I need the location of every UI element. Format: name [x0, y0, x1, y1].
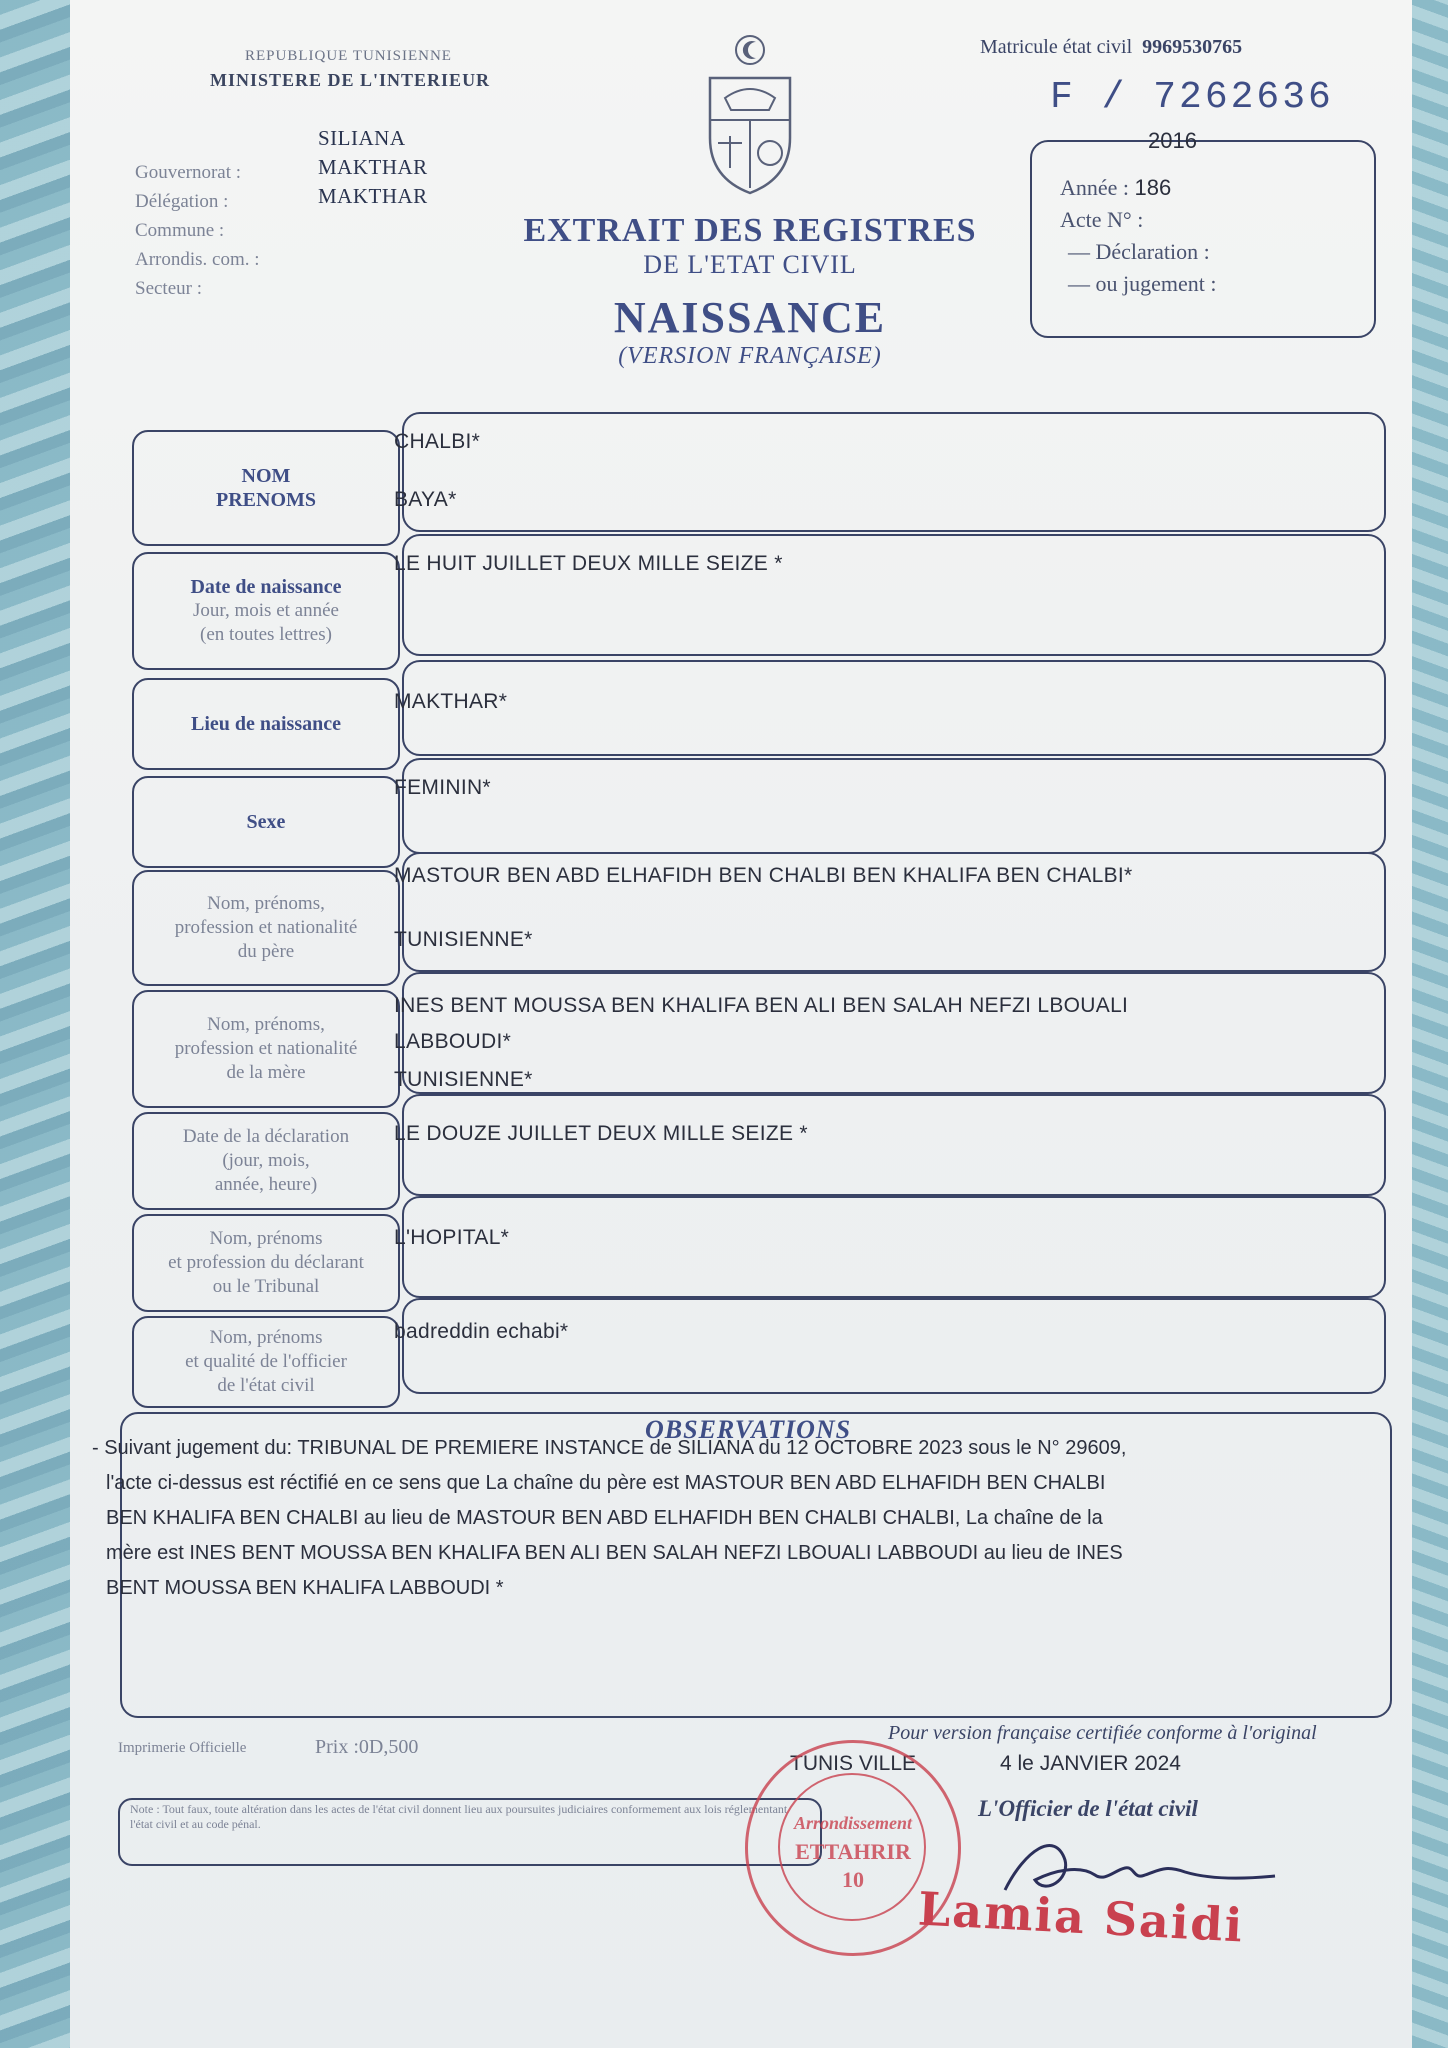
officer-label: L'Officier de l'état civil [978, 1796, 1198, 1821]
place-label: TUNIS VILLE [790, 1752, 917, 1775]
decorative-right-border [1412, 0, 1448, 2048]
field-label: Date de la déclaration [182, 1126, 350, 1147]
field-value-box [402, 972, 1386, 1094]
certified-label: Pour version française certifiée conforme à l'original [888, 1722, 1317, 1744]
field-label-box [132, 430, 400, 546]
field-label: Nom, prénoms [209, 1228, 323, 1249]
field-value: L'HOPITAL* [394, 1226, 510, 1249]
stamp-line: ETTAHRIR [795, 1839, 911, 1864]
observations-title: OBSERVATIONS [645, 1415, 852, 1444]
field-label: de l'état civil [217, 1375, 315, 1396]
coat-of-arms-icon [690, 28, 810, 203]
field-value: LE HUIT JUILLET DEUX MILLE SEIZE * [394, 552, 783, 575]
form-number: F / 7262636 [1050, 76, 1334, 119]
field-label: année, heure) [214, 1174, 318, 1195]
field-label-box [132, 678, 400, 770]
field-value: LE DOUZE JUILLET DEUX MILLE SEIZE * [394, 1122, 808, 1145]
field-label: (en toutes lettres) [200, 624, 332, 645]
field-value: INES BENT MOUSSA BEN KHALIFA BEN ALI BEN SALAH NEFZI LBOUALI [394, 994, 1129, 1017]
field-label-box [132, 1316, 400, 1408]
signature-name-stamp: Lamia Saidi [916, 1881, 1246, 1953]
field-label: et profession du déclarant [168, 1252, 364, 1273]
date-label: 4 le JANVIER 2024 [1000, 1752, 1181, 1775]
field-value-box [402, 1196, 1386, 1298]
observation-line: BENT MOUSSA BEN KHALIFA LABBOUDI * [106, 1577, 504, 1599]
ministry-label: MINISTERE DE L'INTERIEUR [210, 70, 491, 90]
field-label: de la mère [226, 1062, 306, 1083]
stamp-line: 10 [842, 1867, 864, 1892]
acte-labels: Année : 186 Acte N° : — Déclaration : — ou jugement : [1060, 175, 1217, 296]
matricule: Matricule état civil 9969530765 [980, 36, 1243, 58]
field-label-box [132, 870, 400, 986]
field-label: (jour, mois, [222, 1150, 310, 1171]
field-value-box [402, 660, 1386, 756]
field-label-box [132, 776, 400, 868]
field-label-box [132, 1214, 400, 1312]
observation-line: mère est INES BENT MOUSSA BEN KHALIFA BEN ALI BEN SALAH NEFZI LBOUALI LABBOUDI au lieu de INES [106, 1542, 1123, 1564]
field-label: profession et nationalité [174, 1038, 358, 1059]
field-label: Jour, mois et année [193, 600, 339, 621]
field-label: Nom, prénoms, [207, 893, 325, 914]
field-label: NOM [241, 465, 291, 487]
field-value-box [402, 1298, 1386, 1394]
republic-label: REPUBLIQUE TUNISIENNE [245, 48, 452, 64]
field-label-box [132, 1112, 400, 1210]
note-text: Note : Tout faux, toute altération dans les actes de l'état civil donnent lieu aux poursuites judiciaires conformement aux lois réglementant l'état civil et au code pénal. [130, 1802, 788, 1831]
field-value: FEMININ* [394, 776, 491, 799]
price-label: Prix :0D,500 [315, 1736, 419, 1758]
document-title: EXTRAIT DES REGISTRES DE L'ETAT CIVIL NAISSANCE (VERSION FRANÇAISE) [523, 212, 977, 369]
field-value: MAKTHAR* [394, 690, 508, 713]
stamp-line: Arrondissement [793, 1813, 913, 1833]
observation-line: - Suivant jugement du: TRIBUNAL DE PREMIERE INSTANCE de SILIANA du 12 OCTOBRE 2023 sous le N° 29609, [92, 1437, 1127, 1459]
location-labels: Gouvernorat : Délégation : Commune : Arrondis. com. : Secteur : [135, 162, 260, 299]
field-label: Nom, prénoms, [207, 1014, 325, 1035]
field-value: badreddin echabi* [394, 1320, 569, 1343]
field-label: profession et nationalité [174, 917, 358, 938]
observation-line: BEN KHALIFA BEN CHALBI au lieu de MASTOUR BEN ABD ELHAFIDH BEN CHALBI CHALBI, La chaîne de la [106, 1507, 1103, 1529]
annee-value: 2016 [1148, 128, 1197, 153]
field-value: TUNISIENNE* [394, 928, 533, 951]
field-value: CHALBI* [394, 430, 481, 453]
field-label: Nom, prénoms [209, 1327, 323, 1348]
field-value: TUNISIENNE* [394, 1068, 533, 1091]
field-value-box [402, 758, 1386, 854]
field-label: du père [237, 941, 295, 962]
field-value-box [402, 412, 1386, 532]
field-label: Lieu de naissance [190, 713, 342, 735]
field-value: LABBOUDI* [394, 1030, 512, 1053]
field-label: et qualité de l'officier [185, 1351, 347, 1372]
location-values: SILIANA MAKTHAR MAKTHAR [318, 126, 428, 208]
field-label: ou le Tribunal [212, 1276, 320, 1297]
field-value: BAYA* [394, 488, 457, 511]
field-label: Date de naissance [190, 576, 342, 598]
field-value: MASTOUR BEN ABD ELHAFIDH BEN CHALBI BEN KHALIFA BEN CHALBI* [394, 864, 1133, 887]
field-label-box [132, 990, 400, 1108]
decorative-left-border [0, 0, 70, 2048]
field-label-box [132, 552, 400, 670]
observation-line: l'acte ci-dessus est réctifié en ce sens que La chaîne du père est MASTOUR BEN ABD ELHAFIDH BEN CHALBI [106, 1472, 1106, 1494]
field-label: Sexe [246, 811, 286, 833]
field-label: PRENOMS [216, 489, 316, 511]
printer-label: Imprimerie Officielle [118, 1740, 247, 1756]
